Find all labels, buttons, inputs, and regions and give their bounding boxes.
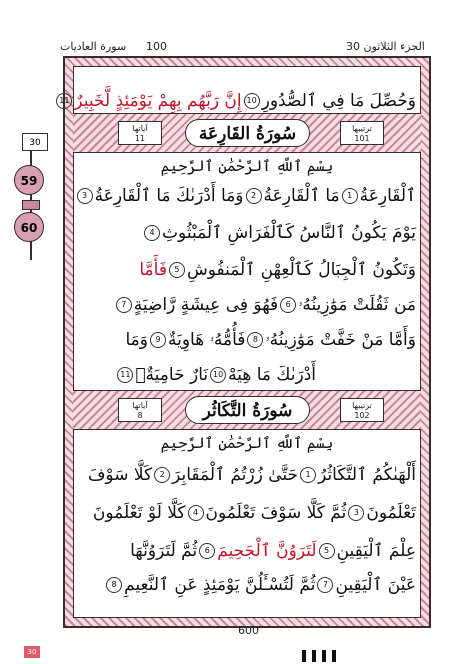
verse-line: ٱلْقَارِعَةُ1مَا ٱلْقَارِعَةُ2وَمَا أَدْرَىٰكَ مَا ٱلْقَارِعَةُ3 <box>75 185 416 206</box>
verse-line: وَأَمَّا مَنْ خَفَّتْ مَوَٰزِينُهُۥ8فَأُمُّهُۥ هَاوِيَةٌ9وَمَا <box>125 330 416 350</box>
ayah-marker: 11 <box>56 93 72 109</box>
ayah-marker: 2 <box>246 188 262 204</box>
ayah-marker: 9 <box>150 332 166 348</box>
ayah-marker: 6 <box>199 543 215 559</box>
side-ornament <box>22 200 40 210</box>
side-juz-marker: 30 <box>22 133 48 151</box>
ayah-marker: 4 <box>144 225 160 241</box>
ayah-marker: 5 <box>169 262 185 278</box>
verse-line: وَتَكُونُ ٱلْجِبَالُ كَٱلْعِهْنِ ٱلْمَنفُوشِ5فَأَمَّا <box>139 260 416 280</box>
ayah-marker: 1 <box>342 188 358 204</box>
verse-line-top: وَحُصِّلَ مَا فِي ٱلصُّدُورِ10إِنَّ رَبَّهُم بِهِمْ يَوْمَئِذٍ لَّخَبِيرٌ11 <box>54 90 416 111</box>
verse-line: مَن ثَقُلَتْ مَوَٰزِينُهُۥ6فَهُوَ فِى عِيشَةٍ رَّاضِيَةٍ7 <box>114 295 416 315</box>
ayah-marker: 6 <box>280 297 296 313</box>
ayah-marker: 7 <box>116 297 132 313</box>
hizb-marker-top: 59 <box>14 165 44 195</box>
ayah-marker: 8 <box>247 332 263 348</box>
ayah-marker: 7 <box>317 577 333 593</box>
bottom-marks <box>302 650 352 662</box>
surah-title-qariah: سُورَةُ القَارِعَة <box>185 119 310 147</box>
verse-line: عِلْمَ ٱلْيَقِينِ5لَتَرَوُنَّ ٱلْجَحِيمَ6ثُمَّ لَتَرَوُنَّهَا <box>130 541 416 561</box>
surah-title-takathur: سُورَةُ التَّكَاثُر <box>185 396 310 424</box>
surah-running-title: سورة العاديات <box>60 40 127 53</box>
surah-ayah-count-box: آياتها 8 <box>118 398 162 422</box>
ayah-marker: 3 <box>77 188 93 204</box>
ayah-marker: 1 <box>300 467 316 483</box>
ayah-marker: 3 <box>348 505 364 521</box>
ayah-marker: 11 <box>117 367 133 383</box>
verse-line: أَلْهَىٰكُمُ ٱلتَّكَاثُرُ1حَتَّىٰ زُرْتُمُ ٱلْمَقَابِرَ2كَلَّا سَوْفَ <box>87 465 416 485</box>
surah-order-box: ترتيبها 101 <box>340 121 384 145</box>
juz-label: الجزء الثلاثون 30 <box>346 40 425 53</box>
header-page-number: 100 <box>146 40 167 53</box>
basmala: بِسْمِ ٱللَّهِ ٱلرَّحْمَٰنِ ٱلرَّحِيمِ <box>160 434 334 452</box>
hizb-marker-bottom: 60 <box>14 212 44 242</box>
surah-ayah-count-box: آياتها 11 <box>118 121 162 145</box>
corner-tag: 30 <box>24 646 40 658</box>
basmala: بِسْمِ ٱللَّهِ ٱلرَّحْمَٰنِ ٱلرَّحِيمِ <box>160 157 334 175</box>
ayah-marker: 10 <box>210 367 226 383</box>
ayah-marker: 2 <box>154 467 170 483</box>
verse-line: يَوْمَ يَكُونُ ٱلنَّاسُ كَٱلْفَرَاشِ ٱلْمَبْثُوثِ4 <box>142 222 416 243</box>
ayah-marker: 5 <box>319 543 335 559</box>
surah-order-box: ترتيبها 102 <box>340 398 384 422</box>
ayah-marker: 8 <box>106 577 122 593</box>
footer-page-number: 600 <box>238 624 259 637</box>
ayah-marker: 4 <box>188 505 204 521</box>
verse-line: تَعْلَمُونَ3ثُمَّ كَلَّا سَوْفَ تَعْلَمُونَ4كَلَّا لَوْ تَعْلَمُونَ <box>92 503 416 523</box>
ayah-marker: 10 <box>244 93 260 109</box>
verse-line: عَيْنَ ٱلْيَقِينِ7ثُمَّ لَتُسْـَٔلُنَّ يَوْمَئِذٍ عَنِ ٱلنَّعِيمِ8 <box>104 574 416 595</box>
verse-line: أَدْرَىٰكَ مَا هِيَهْ10نَارٌ حَامِيَةٌۢ11 <box>115 365 316 385</box>
